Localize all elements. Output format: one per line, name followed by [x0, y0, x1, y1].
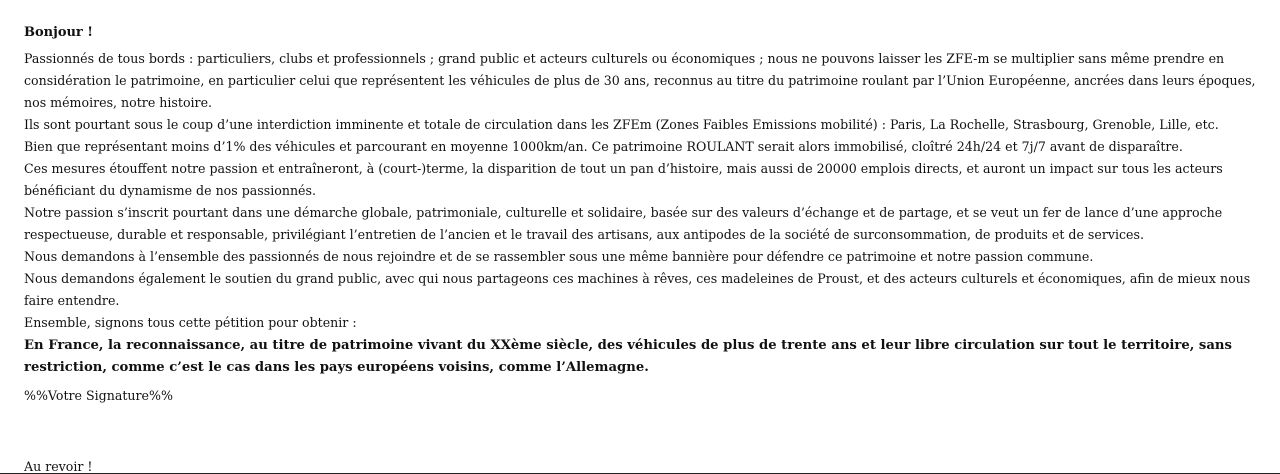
greeting: Bonjour ! [24, 25, 94, 40]
letter-body [24, 22, 1259, 407]
paragraph-sign-petition: Ensemble, signons tous cette pétition pour obtenir : [24, 315, 357, 330]
paragraph-call-public: Nous demandons également le soutien du grand public, avec qui nous partageons ces machines à rêves, ces madeleines de Proust, et des acteurs culturels et économiques, afin de mieux nous faire entendre. [24, 271, 1251, 308]
signature-placeholder: %%Votre Signature%% [24, 388, 173, 403]
paragraph-call-enthusiasts: Nous demandons à l’ensemble des passionnés de nous rejoindre et de se rassembler sous une même bannière pour défendre ce patrimoine et notre passion commune. [24, 249, 1094, 264]
closing-line: Au revoir ! [24, 459, 93, 474]
paragraph-impact: Ces mesures étouffent notre passion et entraîneront, à (court-)terme, la disparition de tout un pan d’histoire, mais aussi de 20000 emplois directs, et auront un impact sur tous les acteurs bénéficiant du dynamisme de nos passionnés. [24, 161, 1223, 198]
petition-demand: En France, la reconnaissance, au titre de patrimoine vivant du XXème siècle, des véhicules de plus de trente ans et leur libre circulation sur tout le territoire, sans restriction, comme c’est le cas dans les pays européens voisins, comme l’Allemagne. [24, 338, 1232, 375]
paragraph-statistics: Bien que représentant moins d’1% des véhicules et parcourant en moyenne 1000km/an. Ce patrimoine ROULANT serait alors immobilisé, cloîtré 24h/24 et 7j/7 avant de disparaître. [24, 139, 1183, 154]
paragraph-ban: Ils sont pourtant sous le coup d’une interdiction imminente et totale de circulation dans les ZFEm (Zones Faibles Emissions mobilité) : Paris, La Rochelle, Strasbourg, Grenoble, Lille, etc. [24, 117, 1219, 132]
paragraph-values: Notre passion s’inscrit pourtant dans une démarche globale, patrimoniale, culturelle et solidaire, basée sur des valeurs d’échange et de partage, et se veut un fer de lance d’une approche respectueuse, durable et responsable, privilégiant l’entretien de l’ancien et le travail des artisans, aux antipodes de la société de surconsommation, de produits et de services. [24, 205, 1223, 242]
paragraph-intro: Passionnés de tous bords : particuliers, clubs et professionnels ; grand public et acteurs culturels ou économiques ; nous ne pouvons laisser les ZFE-m se multiplier sans même prendre en considération le patrimoine, en particulier celui que représentent les véhicules de plus de 30 ans, reconnus au titre du patrimoine roulant par l’Union Européenne, ancrées dans leurs époques, nos mémoires, notre histoire. [24, 51, 1256, 110]
